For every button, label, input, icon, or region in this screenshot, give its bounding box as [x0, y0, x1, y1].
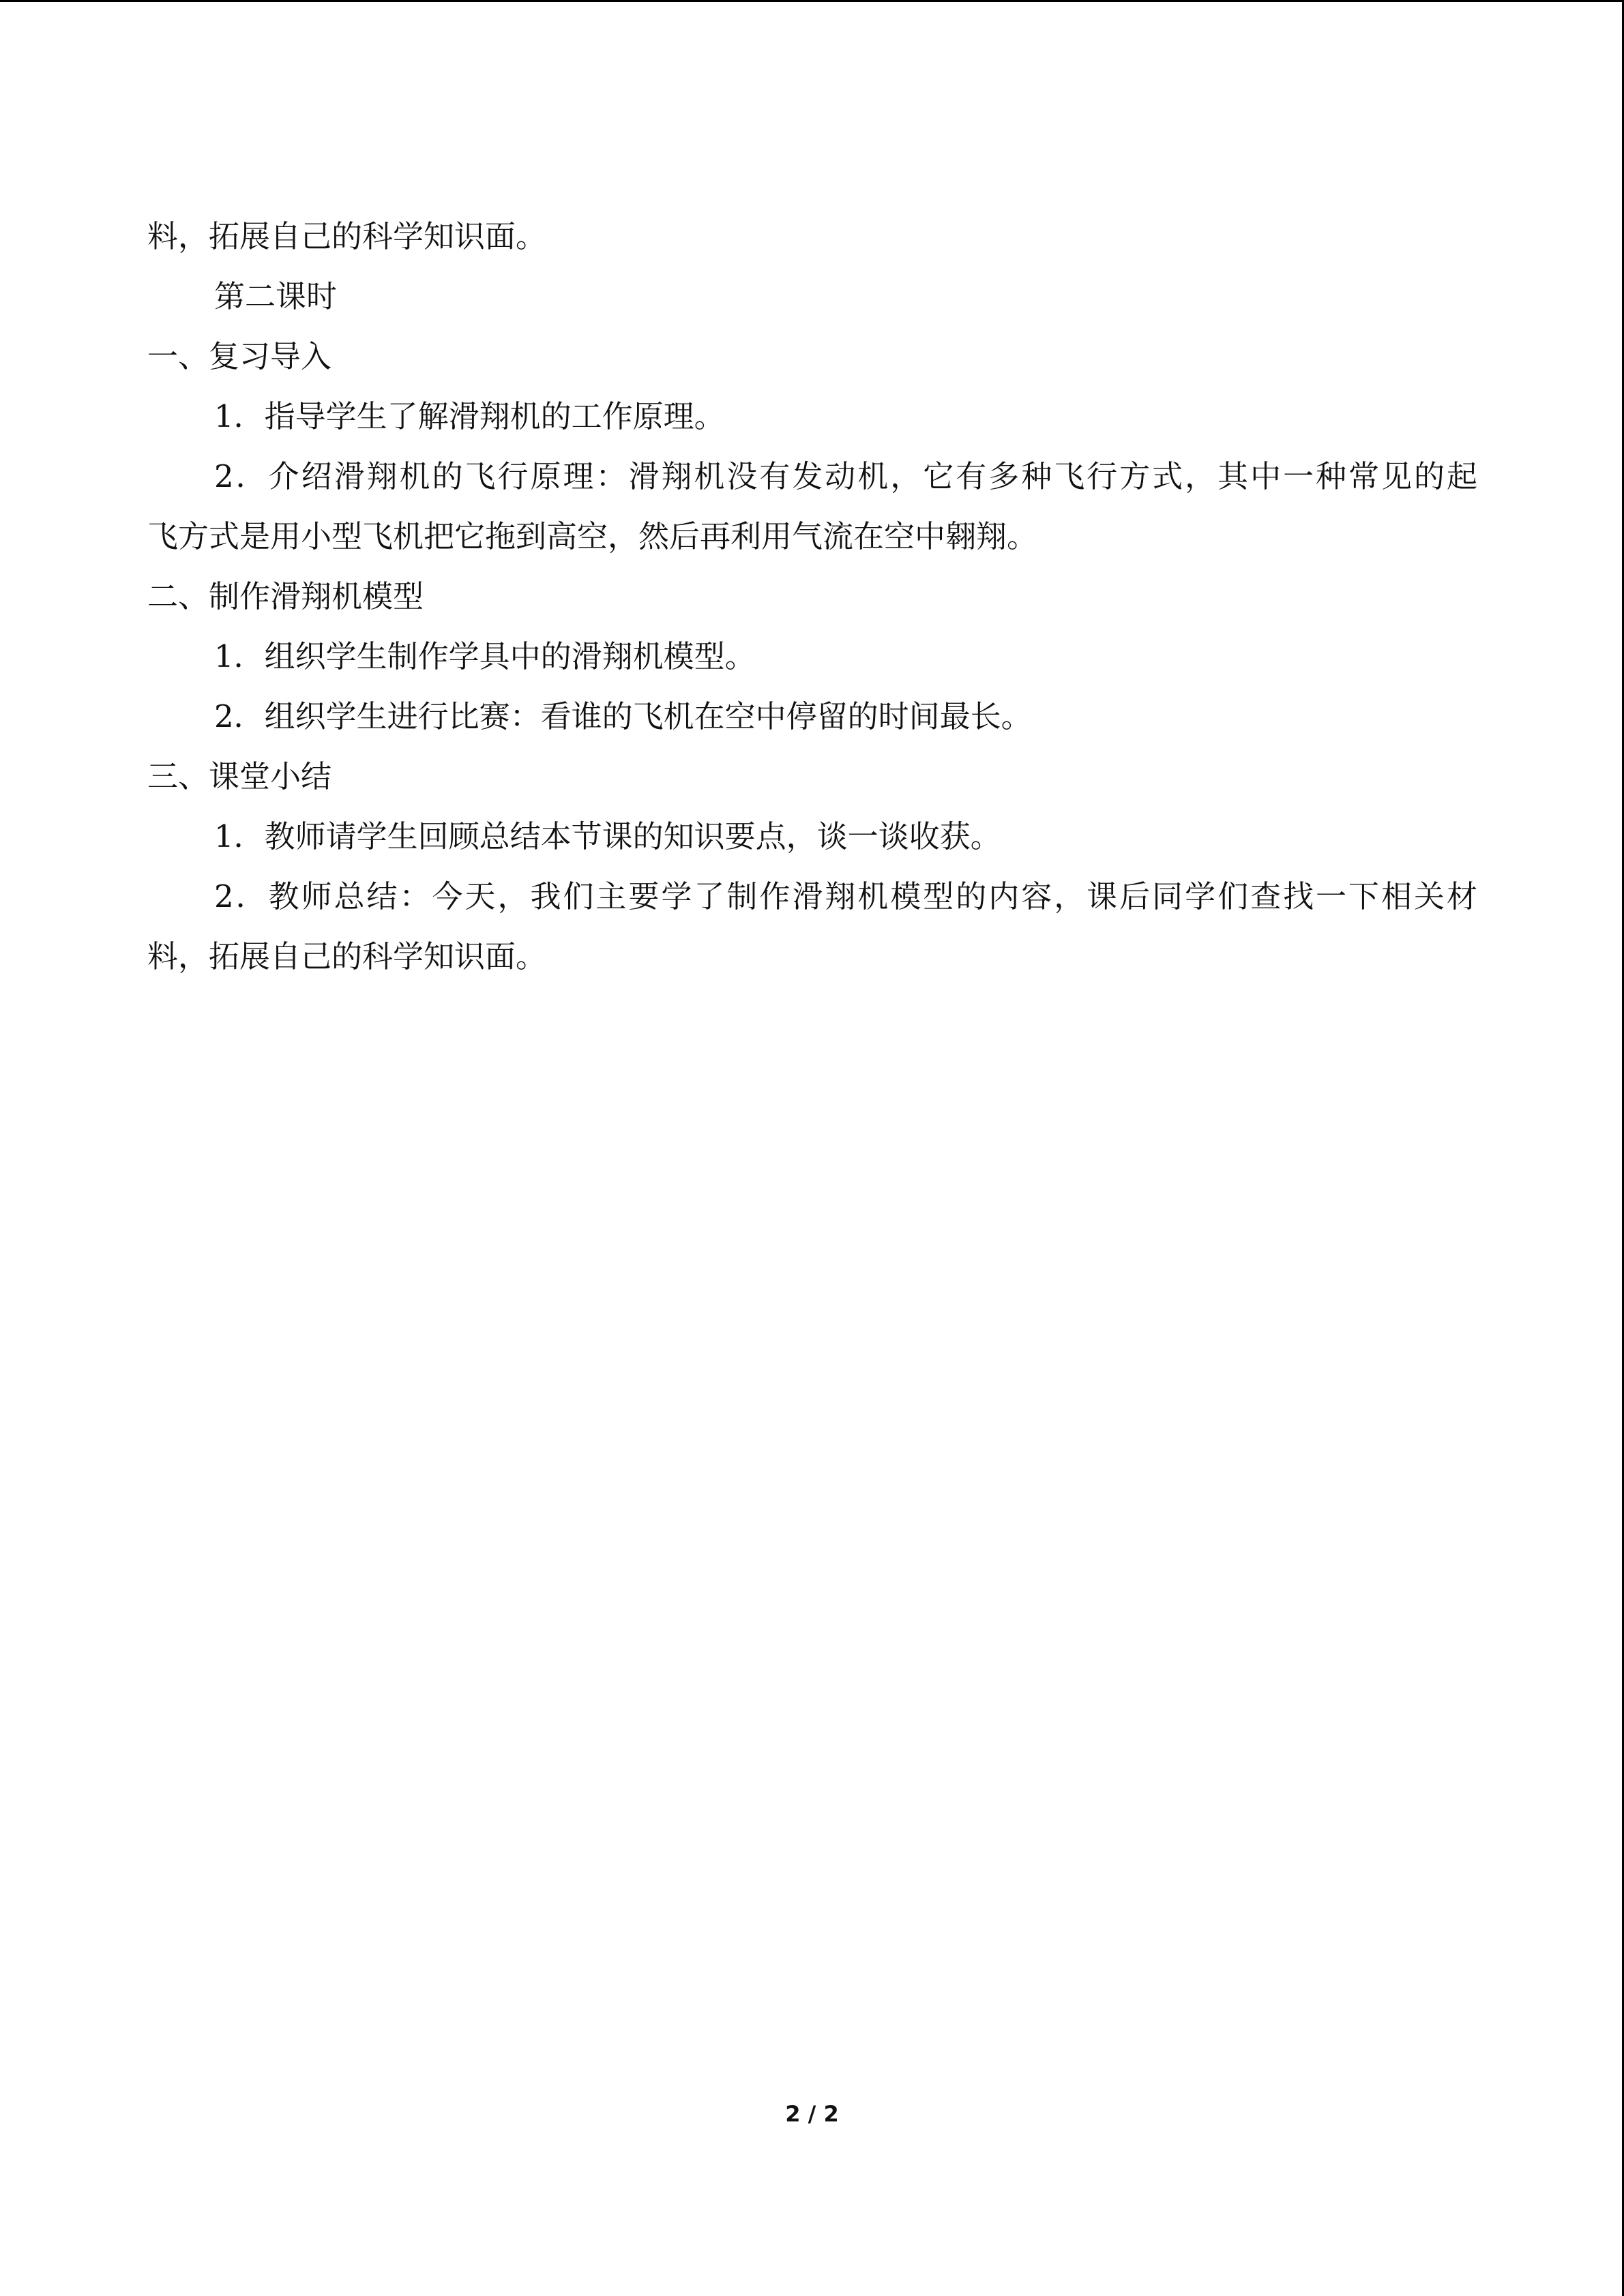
summary-item-2-line-2: 料，拓展自己的科学知识面。 [147, 938, 547, 974]
document-body [147, 207, 1477, 987]
section-heading-make-model: 二、制作滑翔机模型 [147, 578, 424, 614]
lesson-period-heading: 第二课时 [214, 278, 338, 314]
continuation-line: 料，拓展自己的科学知识面。 [147, 218, 547, 254]
section-heading-summary: 三、课堂小结 [147, 758, 332, 794]
make-model-item-1: 1．组织学生制作学具中的滑翔机模型。 [214, 638, 756, 674]
summary-item-1: 1．教师请学生回顾总结本节课的知识要点，谈一谈收获。 [214, 818, 1001, 854]
page-number: 2 / 2 [785, 2101, 839, 2127]
review-item-2-line-2: 飞方式是用小型飞机把它拖到高空，然后再利用气流在空中翱翔。 [147, 518, 1038, 554]
make-model-item-2: 2．组织学生进行比赛：看谁的飞机在空中停留的时间最长。 [214, 698, 1032, 734]
section-heading-review: 一、复习导入 [147, 338, 332, 374]
review-item-2-line-1: 2．介绍滑翔机的飞行原理：滑翔机没有发动机，它有多种飞行方式，其中一种常见的起 [214, 458, 1477, 494]
review-item-1: 1．指导学生了解滑翔机的工作原理。 [214, 398, 725, 434]
summary-item-2-line-1: 2．教师总结：今天，我们主要学了制作滑翔机模型的内容，课后同学们查找一下相关材 [214, 878, 1477, 914]
